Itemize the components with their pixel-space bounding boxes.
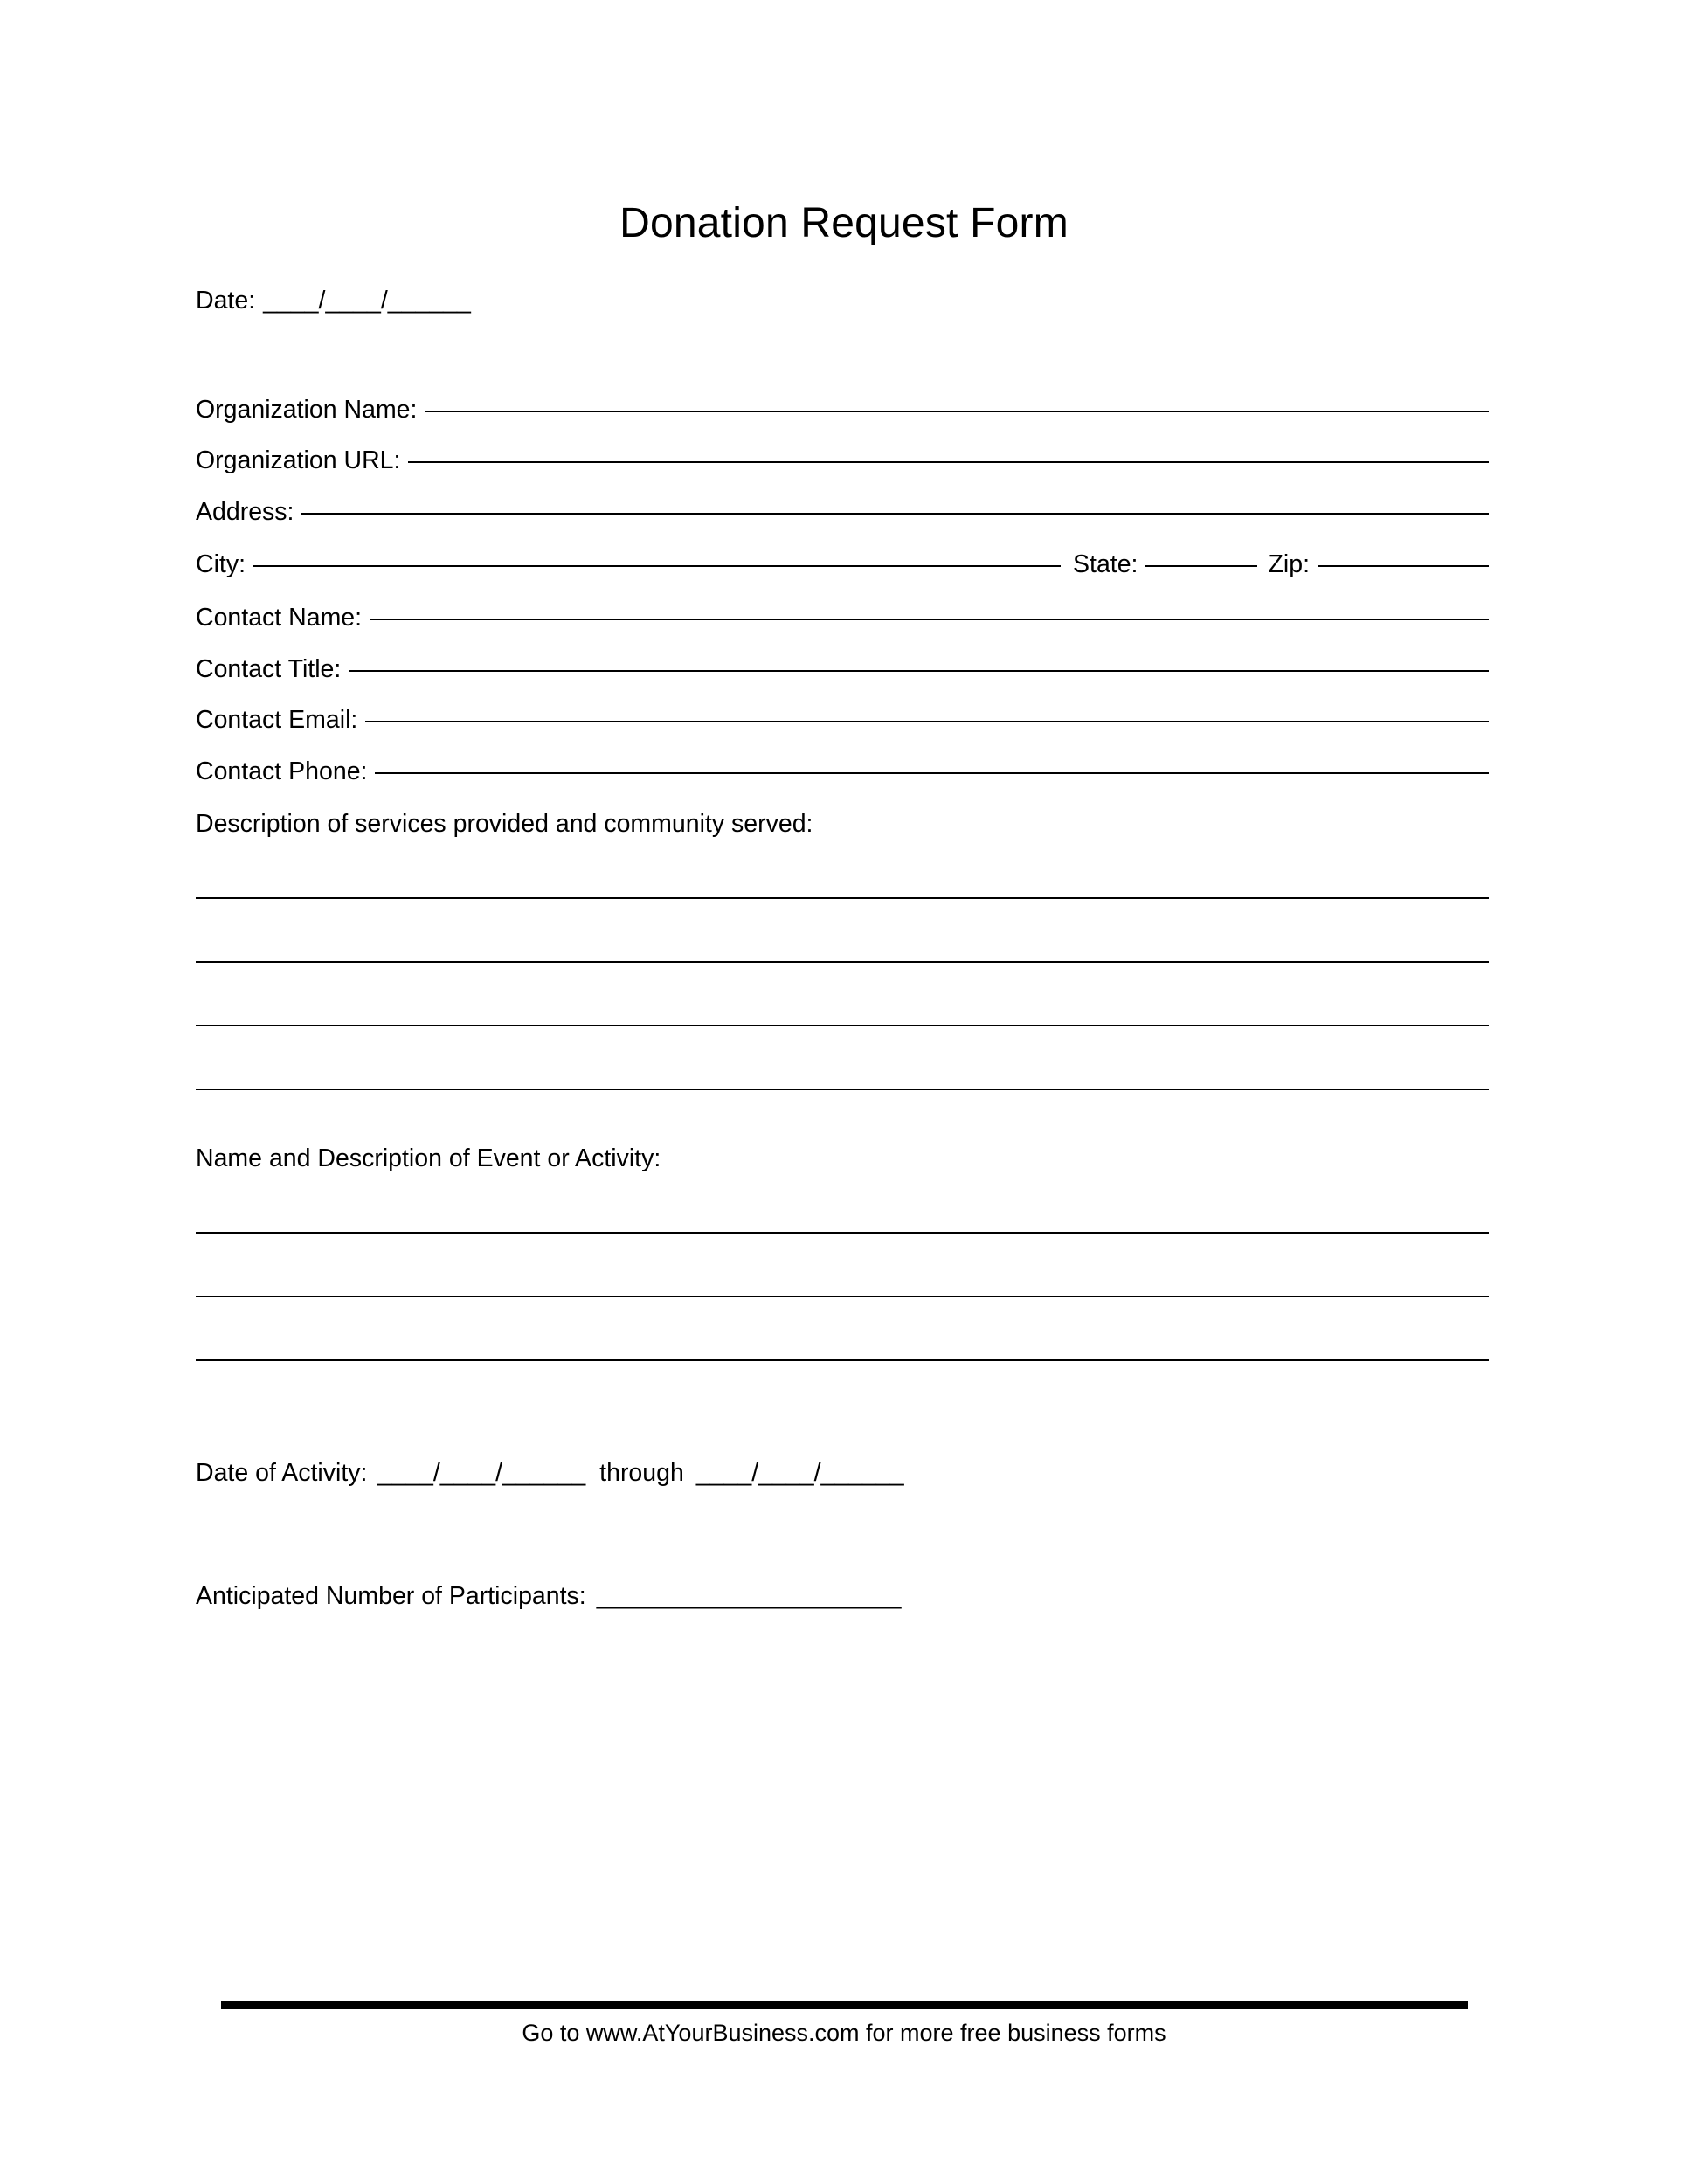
organization-name-input[interactable] — [425, 410, 1489, 412]
organization-url-row — [196, 448, 1489, 473]
contact-phone-row — [196, 759, 1489, 784]
event-section-label: Name and Description of Event or Activity: — [196, 1144, 661, 1172]
footer-divider — [221, 2001, 1468, 2009]
spacer — [196, 314, 1489, 397]
organization-url-label: Organization URL: — [196, 446, 401, 474]
event-line-3[interactable] — [196, 1358, 1489, 1361]
page-title: Donation Request Form — [619, 200, 1069, 246]
form-body — [196, 288, 1489, 1608]
description-line-1[interactable] — [196, 896, 1489, 899]
contact-email-input[interactable] — [365, 720, 1489, 722]
zip-label: Zip: — [1268, 550, 1310, 578]
city-label: City: — [196, 550, 246, 578]
city-state-zip-row — [196, 550, 1489, 579]
address-input[interactable] — [301, 512, 1489, 515]
zip-input[interactable] — [1318, 564, 1489, 567]
state-label: State: — [1073, 550, 1138, 578]
address-label: Address: — [196, 497, 294, 526]
city-input[interactable] — [253, 564, 1061, 567]
activity-date-start-blank[interactable]: ____/____/______ — [377, 1459, 586, 1487]
state-input[interactable] — [1145, 564, 1257, 567]
event-line-1[interactable] — [196, 1231, 1489, 1234]
date-label: Date: — [196, 287, 256, 314]
contact-name-label: Contact Name: — [196, 604, 363, 632]
description-line-3[interactable] — [196, 1024, 1489, 1026]
activity-date-through-label: through — [599, 1459, 684, 1487]
participants-row — [196, 1581, 1489, 1610]
address-row — [196, 497, 1489, 526]
description-section-label: Description of services provided and community served: — [196, 810, 813, 838]
footer-text: Go to www.AtYourBusiness.com for more free business forms — [522, 2020, 1166, 2046]
contact-phone-label: Contact Phone: — [196, 757, 368, 785]
activity-date-row — [196, 1461, 1489, 1486]
date-row — [196, 288, 1489, 314]
activity-date-label: Date of Activity: — [196, 1459, 368, 1487]
date-blank[interactable]: ____/____/______ — [263, 287, 471, 314]
organization-name-label: Organization Name: — [196, 395, 418, 424]
contact-name-input[interactable] — [370, 618, 1489, 620]
contact-email-row — [196, 708, 1489, 733]
contact-title-row — [196, 654, 1489, 683]
participants-blank[interactable]: ______________________ — [596, 1581, 902, 1610]
contact-title-input[interactable] — [349, 669, 1489, 672]
activity-date-end-blank[interactable]: ____/____/______ — [695, 1459, 904, 1487]
event-line-2[interactable] — [196, 1295, 1489, 1297]
contact-name-row — [196, 605, 1489, 631]
contact-title-label: Contact Title: — [196, 654, 342, 683]
contact-email-label: Contact Email: — [196, 706, 358, 734]
description-line-4[interactable] — [196, 1088, 1489, 1090]
participants-label: Anticipated Number of Participants: — [196, 1581, 586, 1610]
organization-url-input[interactable] — [408, 460, 1489, 463]
contact-phone-input[interactable] — [375, 771, 1489, 774]
description-line-2[interactable] — [196, 960, 1489, 963]
organization-name-row — [196, 397, 1489, 423]
